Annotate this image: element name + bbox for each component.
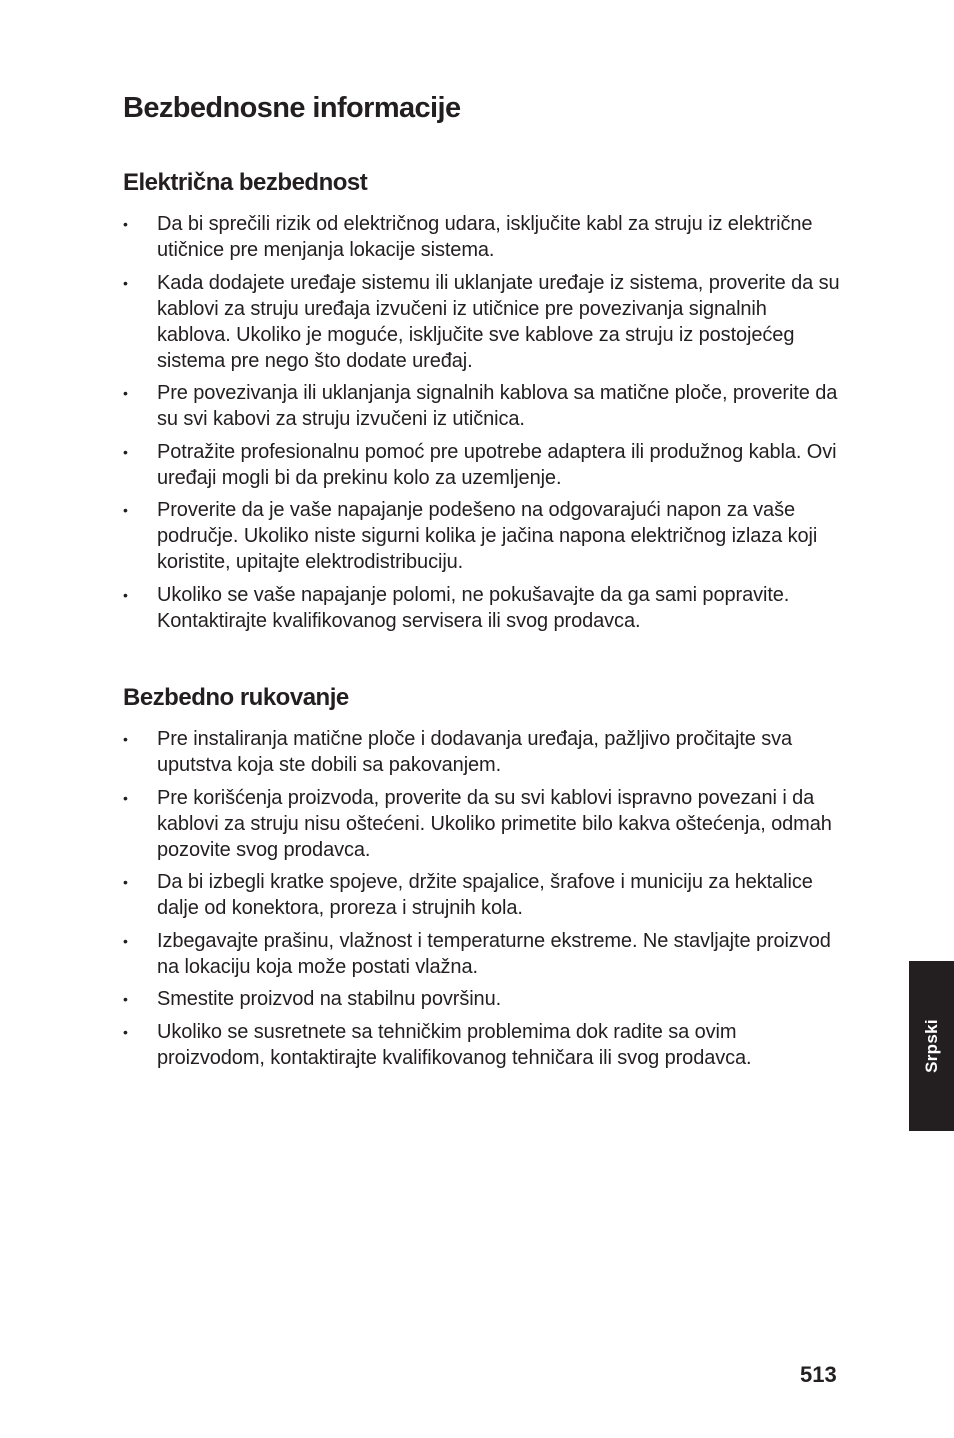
list-item: [120, 497, 840, 575]
list-item-text: Pre instaliranja matične ploče i dodavanja uređaja, pažljivo pročitajte sva uputstva koja ste dobili sa pakovanjem.: [157, 728, 793, 776]
bullet-icon: •: [123, 991, 128, 1007]
section-heading-safe-handling: Bezbedno rukovanje: [123, 684, 349, 711]
list-item: [120, 582, 840, 634]
list-item-text: Ukoliko se vaše napajanje polomi, ne pokušavajte da ga sami popravite. Kontaktirajte kvalifikovanog servisera ili svog prodavca.: [157, 583, 790, 632]
page-title: Bezbednosne informacije: [123, 92, 461, 124]
list-item-text: Izbegavajte prašinu, vlažnost i temperaturne ekstreme. Ne stavljajte proizvod na lokaciju koja može postati vlažna.: [157, 929, 831, 978]
list-item: [120, 928, 840, 980]
bullet-icon: •: [123, 216, 128, 232]
bullet-icon: •: [123, 586, 128, 603]
bullet-icon: •: [123, 1023, 128, 1040]
list-item-text: Smestite proizvod na stabilnu površinu.: [157, 988, 502, 1010]
list-item: [120, 211, 840, 263]
bullet-icon: •: [123, 874, 128, 890]
list-item-text: Pre korišćenja proizvoda, proverite da su svi kablovi ispravno povezani i da kablovi za struju nisu oštećeni. Ukoliko primetite bilo kakva oštećenja, odmah pozovite svog prodavca.: [157, 786, 832, 861]
bullet-icon: •: [123, 443, 128, 460]
bullet-icon: •: [123, 789, 128, 806]
list-item: [120, 380, 840, 432]
list-item: [120, 1019, 840, 1071]
list-item: [120, 726, 840, 778]
list-item: [120, 869, 840, 921]
language-side-tab: [909, 961, 954, 1131]
list-item-text: Pre povezivanja ili uklanjanja signalnih kablova sa matične ploče, proverite da su svi kabovi za struju izvučeni iz utičnica.: [157, 382, 838, 430]
list-item-text: Da bi izbegli kratke spojeve, držite spajalice, šrafove i municiju za hektalice dalje od konektora, proreza i strujnih kola.: [157, 871, 813, 919]
safe-handling-list: [120, 726, 840, 1077]
list-item: [120, 785, 840, 863]
language-tab-label: Srpski: [921, 1019, 941, 1073]
section-heading-electrical-safety: Električna bezbednost: [123, 169, 368, 196]
bullet-icon: •: [123, 274, 128, 291]
list-item: [120, 439, 840, 491]
list-item-text: Proverite da je vaše napajanje podešeno na odgovarajući napon za vaše područje. Ukoliko niste sigurni kolika je jačina napona električnog izlaza koji koristite, upitajte elektrodistribuciju.: [157, 499, 818, 573]
electrical-safety-list: [120, 211, 840, 640]
bullet-icon: •: [123, 932, 128, 949]
page-number: 513: [800, 1362, 837, 1387]
list-item: [120, 270, 840, 374]
bullet-icon: •: [123, 731, 128, 747]
bullet-icon: •: [123, 385, 128, 401]
list-item-text: Potražite profesionalnu pomoć pre upotrebe adaptera ili produžnog kabla. Ovi uređaji mogli bi da prekinu kolo za uzemljenje.: [157, 440, 837, 489]
list-item: [120, 986, 840, 1012]
list-item-text: Da bi sprečili rizik od električnog udara, isključite kabl za struju iz električne utičnice pre menjanja lokacije sistema.: [157, 213, 813, 261]
list-item-text: Kada dodajete uređaje sistemu ili uklanjate uređaje iz sistema, proverite da su kablovi za struju uređaja izvučeni iz utičnice pre povezivanja signalnih kablova. Ukoliko je moguće, isključite sve kablove za struju iz postojećeg sistema pre nego što dodate uređaj.: [157, 271, 840, 372]
list-item-text: Ukoliko se susretnete sa tehničkim problemima dok radite sa ovim proizvodom, kontaktirajte kvalifikovanog tehničara ili svog prodavca.: [157, 1020, 752, 1069]
bullet-icon: •: [123, 502, 128, 518]
